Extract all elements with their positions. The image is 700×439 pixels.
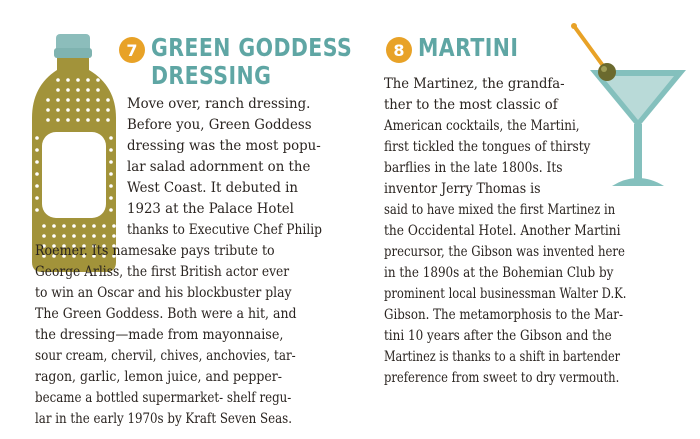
body-line: The Green Goddess. Both were a hit, and (35, 306, 297, 322)
body-line: the dressing—made from mayonnaise, (35, 327, 284, 343)
body-line: the Occidental Hotel. Another Martini (384, 223, 621, 239)
body-line: lar salad adornment on the (127, 159, 311, 175)
body-line: tini 10 years after the Gibson and the (384, 328, 612, 344)
title-line: GREEN GODDESS (151, 33, 353, 62)
body-line: 1923 at the Palace Hotel (127, 201, 294, 217)
body-line: ragon, garlic, lemon juice, and pepper- (35, 369, 283, 385)
body-line: American cocktails, the Martini, (384, 118, 580, 134)
body-line: Before you, Green Goddess (127, 117, 312, 133)
title-line: DRESSING (151, 61, 272, 90)
body-line: Roemer. Its namesake pays tribute to (35, 243, 275, 259)
body-line: ther to the most classic of (384, 97, 558, 113)
martini-glass-icon (568, 20, 688, 190)
body-line: thanks to Executive Chef Philip (127, 222, 322, 238)
body-line: to win an Oscar and his blockbuster play (35, 285, 292, 301)
body-line: lar in the early 1970s by Kraft Seven Seas. (35, 411, 292, 427)
body-line: became a bottled supermarket- shelf regu- (35, 390, 292, 406)
martini-section (350, 0, 700, 439)
body-line: preference from sweet to dry vermouth. (384, 370, 620, 386)
body-line: dressing was the most popu- (127, 138, 321, 154)
body-line: precursor, the Gibson was invented here (384, 244, 625, 260)
body-line: Gibson. The metamorphosis to the Mar- (384, 307, 623, 323)
item-number-badge: 7 (119, 37, 145, 63)
body-line: barflies in the late 1800s. Its (384, 160, 563, 176)
body-line: inventor Jerry Thomas is (384, 181, 541, 197)
body-line: sour cream, chervil, chives, anchovies, tar- (35, 348, 296, 364)
item-number-badge: 8 (386, 37, 412, 63)
body-line: first tickled the tongues of thirsty (384, 139, 591, 155)
body-line: said to have mixed the first Martinez in (384, 202, 616, 218)
body-line: West Coast. It debuted in (127, 180, 298, 196)
body-line: in the 1890s at the Bohemian Club by (384, 265, 614, 281)
body-line: George Arliss, the first British actor ever (35, 264, 290, 280)
body-line: Martinez is thanks to a shift in bartender (384, 349, 621, 365)
body-line: prominent local businessman Walter D.K. (384, 286, 627, 302)
body-line: The Martinez, the grandfa- (384, 76, 565, 92)
item-title: MARTINI (418, 33, 519, 62)
body-line: Move over, ranch dressing. (127, 96, 311, 112)
martini-heading (386, 34, 540, 63)
dressing-bottle-icon (30, 34, 120, 274)
